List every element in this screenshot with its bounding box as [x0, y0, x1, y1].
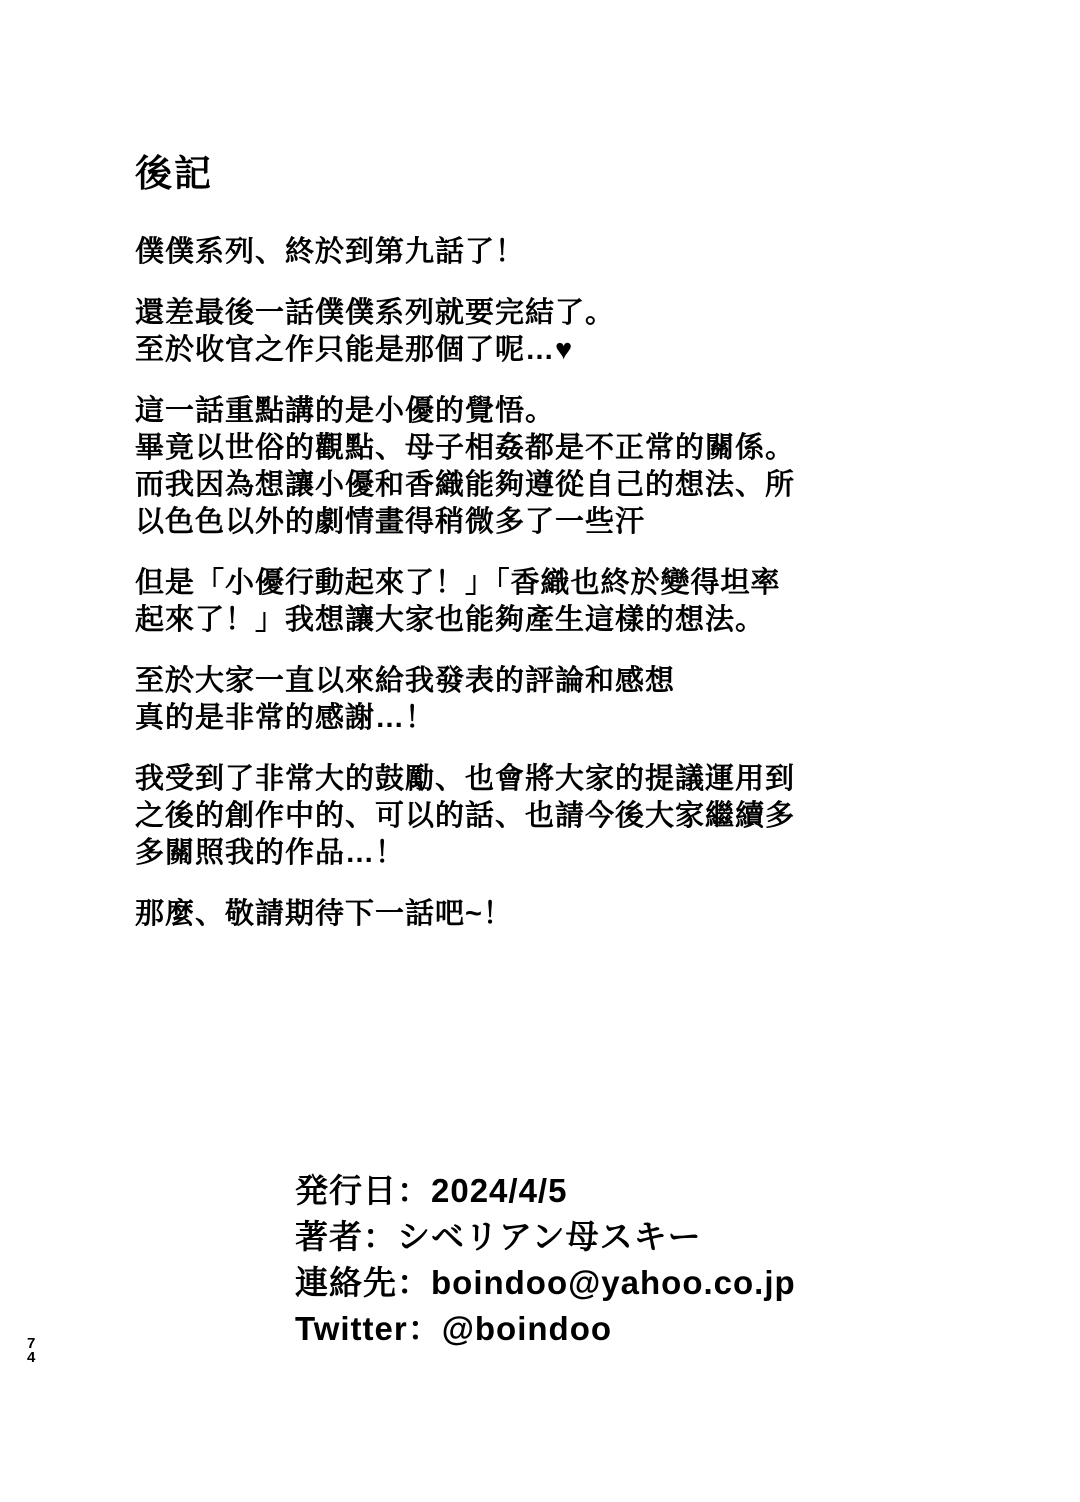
paragraph-line: 畢竟以世俗的觀點、母子相姦都是不正常的關係。	[135, 432, 796, 464]
colophon-author: 著者：シベリアン母スキー	[295, 1218, 702, 1255]
paragraph-line: 那麼、敬請期待下一話吧~！	[135, 898, 513, 930]
paragraph	[135, 234, 895, 271]
paragraph	[135, 896, 895, 933]
paragraph	[135, 663, 895, 737]
colophon	[295, 1168, 796, 1352]
paragraph-line: 多關照我的作品…！	[135, 837, 406, 869]
paragraph-line: 僕僕系列、終於到第九話了！	[135, 236, 526, 268]
paragraph	[135, 295, 895, 369]
page-number-digit: 7	[27, 1335, 36, 1352]
paragraph-line: 但是「小優行動起來了！」「香織也終於變得坦率	[135, 567, 781, 599]
paragraph	[135, 761, 895, 872]
paragraph-line: 之後的創作中的、可以的話、也請今後大家繼續多	[135, 800, 796, 832]
paragraph-line: 真的是非常的感謝…！	[135, 702, 436, 734]
colophon-twitter-handle: Twitter：@boindoo	[295, 1310, 613, 1347]
paragraph	[135, 393, 895, 541]
paragraph-line: 這一話重點講的是小優的覺悟。	[135, 395, 556, 427]
paragraph-line: 起來了！」我想讓大家也能夠產生這樣的想法。	[135, 604, 766, 636]
paragraph-line: 以色色以外的劇情畫得稍微多了一些汗	[135, 506, 646, 538]
page-number	[27, 1337, 35, 1365]
colophon-contact-email: 連絡先：boindoo@yahoo.co.jp	[295, 1264, 796, 1301]
paragraph-line: 至於收官之作只能是那個了呢…♥	[135, 334, 574, 366]
colophon-publish-date: 発行日：2024/4/5	[295, 1172, 568, 1209]
paragraph	[135, 565, 895, 639]
page-number-digit: 4	[27, 1349, 36, 1366]
paragraph-line: 至於大家一直以來給我發表的評論和感想	[135, 665, 676, 697]
paragraph-line: 還差最後一話僕僕系列就要完結了。	[135, 297, 616, 329]
paragraph-line: 而我因為想讓小優和香織能夠遵從自己的想法、所	[135, 469, 796, 501]
page-title: 後記	[135, 153, 213, 194]
paragraph-line: 我受到了非常大的鼓勵、也會將大家的提議運用到	[135, 763, 796, 795]
afterword-body	[135, 152, 895, 957]
